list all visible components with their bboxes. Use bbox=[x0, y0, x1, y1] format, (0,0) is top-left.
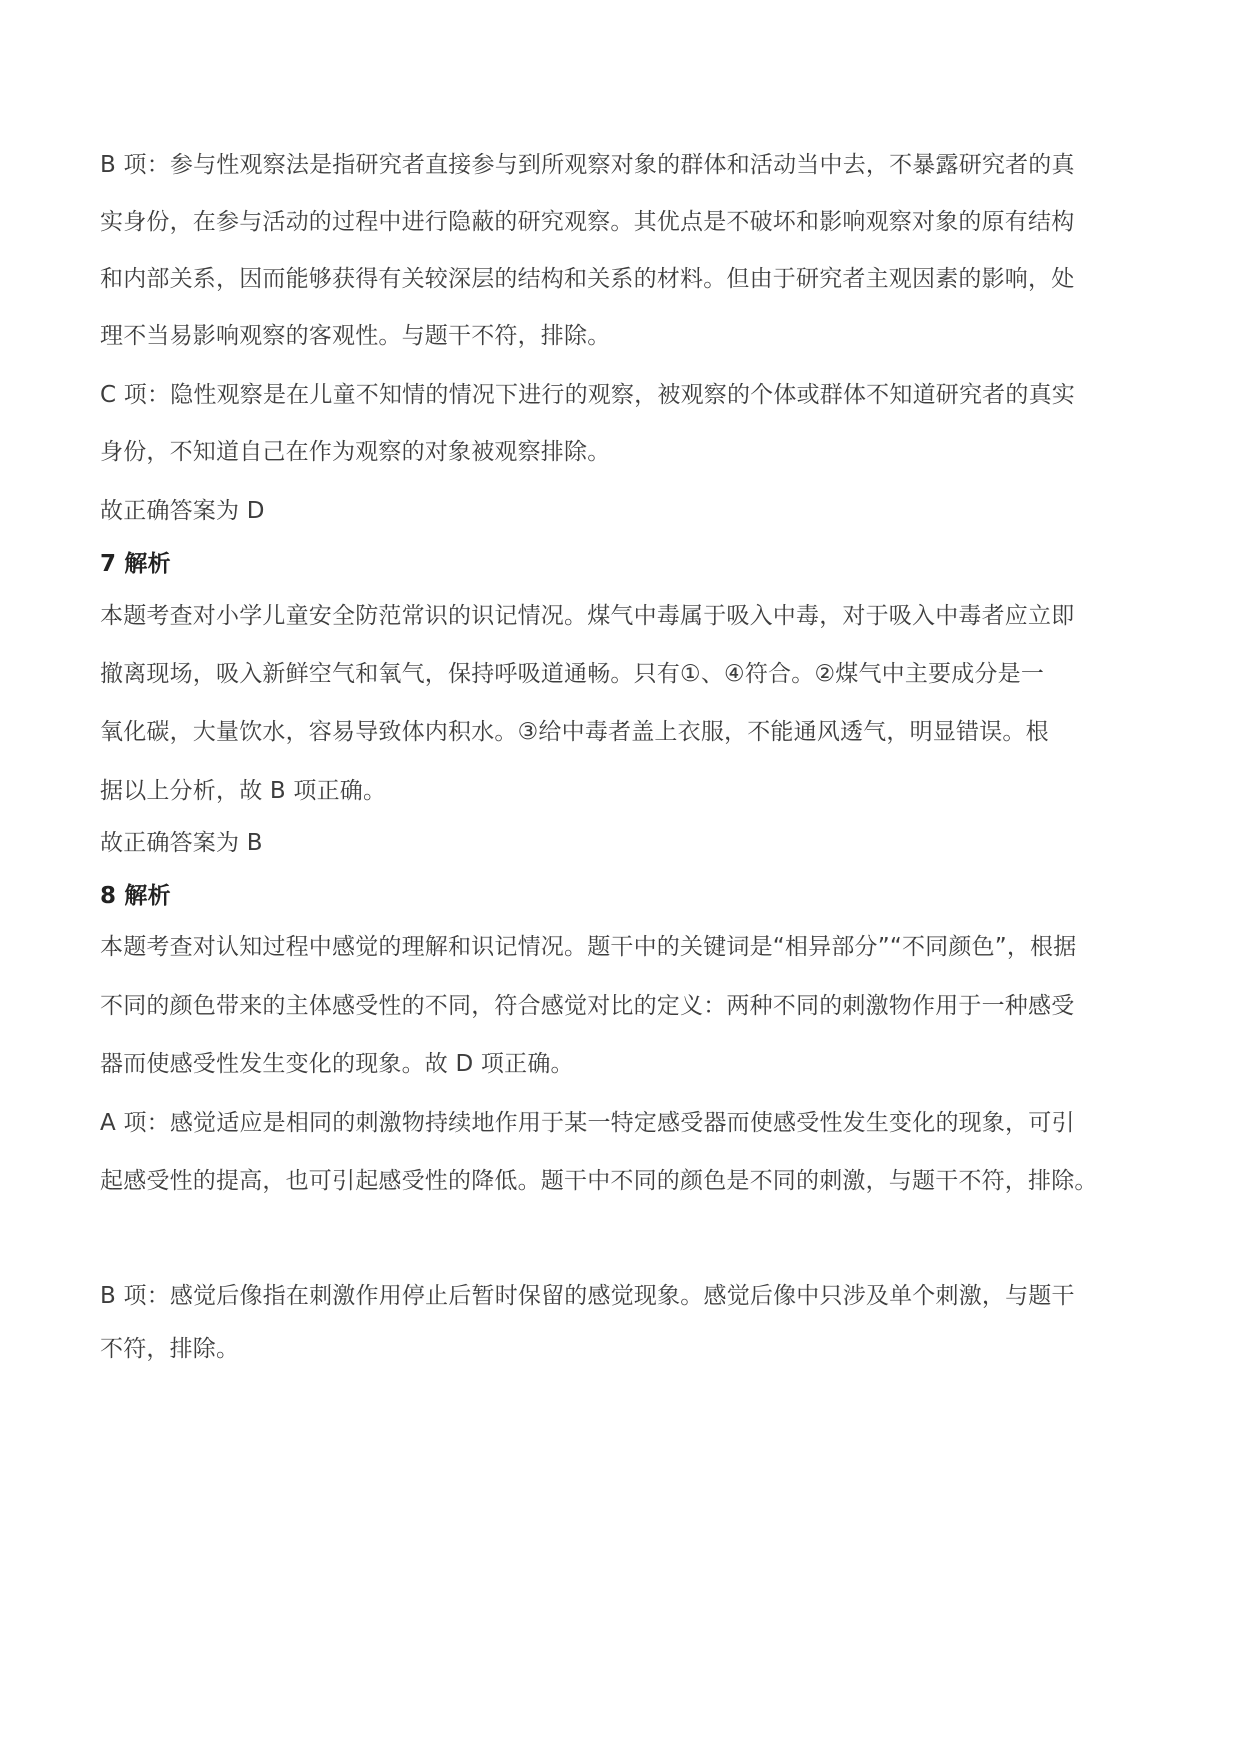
paragraph-line: 起感受性的提高，也可引起感受性的降低。题干中不同的颜色是不同的刺激，与题干不符，排除。 bbox=[100, 1168, 1098, 1194]
paragraph-line: 不同的颜色带来的主体感受性的不同，符合感觉对比的定义：两种不同的刺激物作用于一种感受 bbox=[100, 993, 1075, 1019]
paragraph-line: 撤离现场，吸入新鲜空气和氧气，保持呼吸道通畅。只有①、④符合。②煤气中主要成分是一 bbox=[100, 661, 1045, 687]
answer-line: 故正确答案为 B bbox=[100, 830, 263, 856]
paragraph-line: C 项：隐性观察是在儿童不知情的情况下进行的观察，被观察的个体或群体不知道研究者的真实 bbox=[100, 382, 1075, 408]
paragraph-line: 身份，不知道自己在作为观察的对象被观察排除。 bbox=[100, 439, 611, 465]
paragraph-line: 实身份，在参与活动的过程中进行隐蔽的研究观察。其优点是不破坏和影响观察对象的原有结构 bbox=[100, 209, 1075, 235]
paragraph-line: 本题考查对小学儿童安全防范常识的识记情况。煤气中毒属于吸入中毒，对于吸入中毒者应立即 bbox=[100, 603, 1075, 629]
paragraph-line: 本题考查对认知过程中感觉的理解和识记情况。题干中的关键词是“相异部分”“不同颜色”，根据 bbox=[100, 934, 1077, 960]
paragraph-line: 和内部关系，因而能够获得有关较深层的结构和关系的材料。但由于研究者主观因素的影响，处 bbox=[100, 266, 1075, 292]
paragraph-line: 据以上分析，故 B 项正确。 bbox=[100, 778, 387, 804]
paragraph-line: B 项：感觉后像指在刺激作用停止后暂时保留的感觉现象。感觉后像中只涉及单个刺激，与题干 bbox=[100, 1283, 1075, 1309]
paragraph-line: 氧化碳，大量饮水，容易导致体内积水。③给中毒者盖上衣服，不能通风透气，明显错误。根 bbox=[100, 719, 1049, 745]
paragraph-line: A 项：感觉适应是相同的刺激物持续地作用于某一特定感受器而使感受性发生变化的现象，可引 bbox=[100, 1110, 1075, 1136]
paragraph-line: 器而使感受性发生变化的现象。故 D 项正确。 bbox=[100, 1051, 574, 1077]
section-heading: 7 解析 bbox=[100, 551, 171, 577]
paragraph-line: B 项：参与性观察法是指研究者直接参与到所观察对象的群体和活动当中去，不暴露研究者的真 bbox=[100, 152, 1075, 178]
section-heading: 8 解析 bbox=[100, 883, 171, 909]
paragraph-line: 理不当易影响观察的客观性。与题干不符，排除。 bbox=[100, 323, 611, 349]
answer-line: 故正确答案为 D bbox=[100, 498, 265, 524]
paragraph-line: 不符，排除。 bbox=[100, 1336, 240, 1362]
